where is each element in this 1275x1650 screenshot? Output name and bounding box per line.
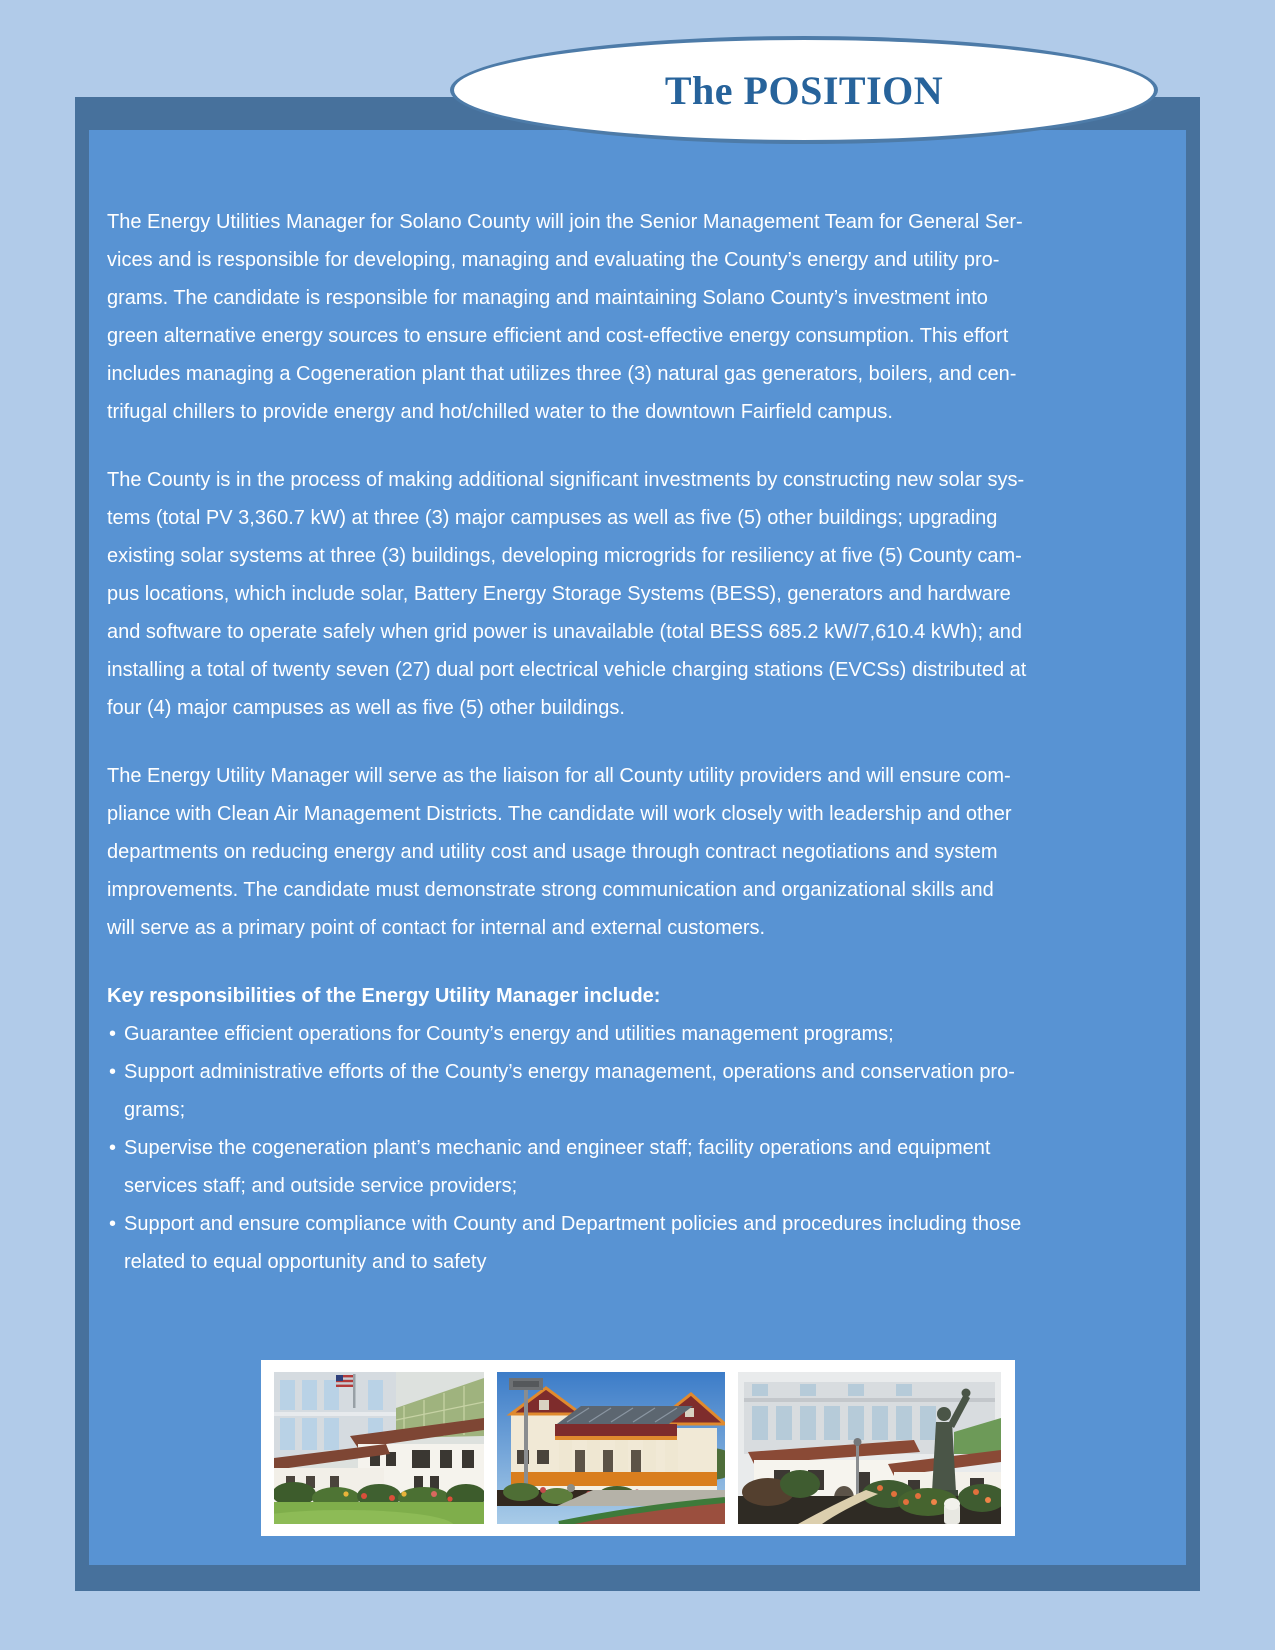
text-line: related to equal opportunity and to safety: [124, 1251, 487, 1273]
text-line: vices and is responsible for developing, managing and evaluating the County’s energy and utility pro-: [107, 249, 1000, 271]
text-line: will serve as a primary point of contact for internal and external customers.: [107, 917, 766, 939]
bullet-marker: •: [109, 1061, 117, 1083]
text-line: trifugal chillers to provide energy and hot/chilled water to the downtown Fairfield campus.: [107, 401, 893, 423]
bullet-item-1: [107, 1015, 1119, 1053]
paragraph-1: [107, 203, 1119, 431]
body-text: [107, 203, 1119, 1281]
text-line: Support and ensure compliance with County and Department policies and procedures including those: [124, 1213, 1022, 1235]
bullet-marker: •: [109, 1023, 117, 1045]
text-line: includes managing a Cogeneration plant that utilizes three (3) natural gas generators, boilers, and cen-: [107, 363, 1017, 385]
text-line: The County is in the process of making additional significant investments by constructing new solar sys-: [107, 469, 1025, 491]
responsibilities-heading: Key responsibilities of the Energy Utility Manager include:: [107, 985, 661, 1007]
text-line: pus locations, which include solar, Battery Energy Storage Systems (BESS), generators and hardware: [107, 583, 1011, 605]
text-line: installing a total of twenty seven (27) dual port electrical vehicle charging stations (EVCSs) distributed at: [107, 659, 1027, 681]
bollard-light: [944, 1498, 960, 1524]
page-title: The POSITION: [664, 67, 944, 113]
bullet-item-2: [107, 1053, 1119, 1129]
text-line: tems (total PV 3,360.7 kW) at three (3) major campuses as well as five (5) other buildings; upgrading: [107, 507, 998, 529]
text-line: existing solar systems at three (3) buildings, developing microgrids for resiliency at five (5) County cam-: [107, 545, 1022, 567]
text-line: grams;: [124, 1099, 186, 1121]
text-line: four (4) major campuses as well as five (5) other buildings.: [107, 697, 625, 719]
photo-strip: [261, 1360, 1015, 1536]
text-line: pliance with Clean Air Management Districts. The candidate will work closely with leadership and other: [107, 803, 1012, 825]
campus-photo-statue: [738, 1372, 1001, 1524]
text-line: The Energy Utility Manager will serve as the liaison for all County utility providers and will ensure com-: [107, 765, 1011, 787]
us-flag-icon: [336, 1375, 353, 1387]
text-line: Supervise the cogeneration plant’s mechanic and engineer staff; facility operations and equipment: [124, 1137, 991, 1159]
text-line: The Energy Utilities Manager for Solano County will join the Senior Management Team for General Ser-: [107, 211, 1023, 233]
text-line: and software to operate safely when grid power is unavailable (total BESS 685.2 kW/7,610.4 kWh); and: [107, 621, 1022, 643]
text-line: Support administrative efforts of the County’s energy management, operations and conservation pro-: [124, 1061, 1015, 1083]
campus-photo-lawn: [274, 1372, 484, 1524]
paragraph-2: [107, 461, 1119, 727]
bullet-item-4: [107, 1205, 1119, 1281]
text-line: green alternative energy sources to ensure efficient and cost-effective energy consumption. This effort: [107, 325, 1009, 347]
bullet-marker: •: [109, 1137, 117, 1159]
bullet-item-3: [107, 1129, 1119, 1205]
text-line: grams. The candidate is responsible for managing and maintaining Solano County’s investment into: [107, 287, 988, 309]
title-banner: [450, 36, 1158, 144]
campus-photo-entrance: [497, 1372, 725, 1524]
text-line: services staff; and outside service providers;: [124, 1175, 518, 1197]
text-line: departments on reducing energy and utility cost and usage through contract negotiations and system: [107, 841, 998, 863]
bullet-marker: •: [109, 1213, 117, 1235]
paragraph-3: [107, 757, 1119, 947]
text-line: Guarantee efficient operations for County’s energy and utilities management programs;: [124, 1023, 894, 1045]
text-line: improvements. The candidate must demonstrate strong communication and organizational skills and: [107, 879, 994, 901]
